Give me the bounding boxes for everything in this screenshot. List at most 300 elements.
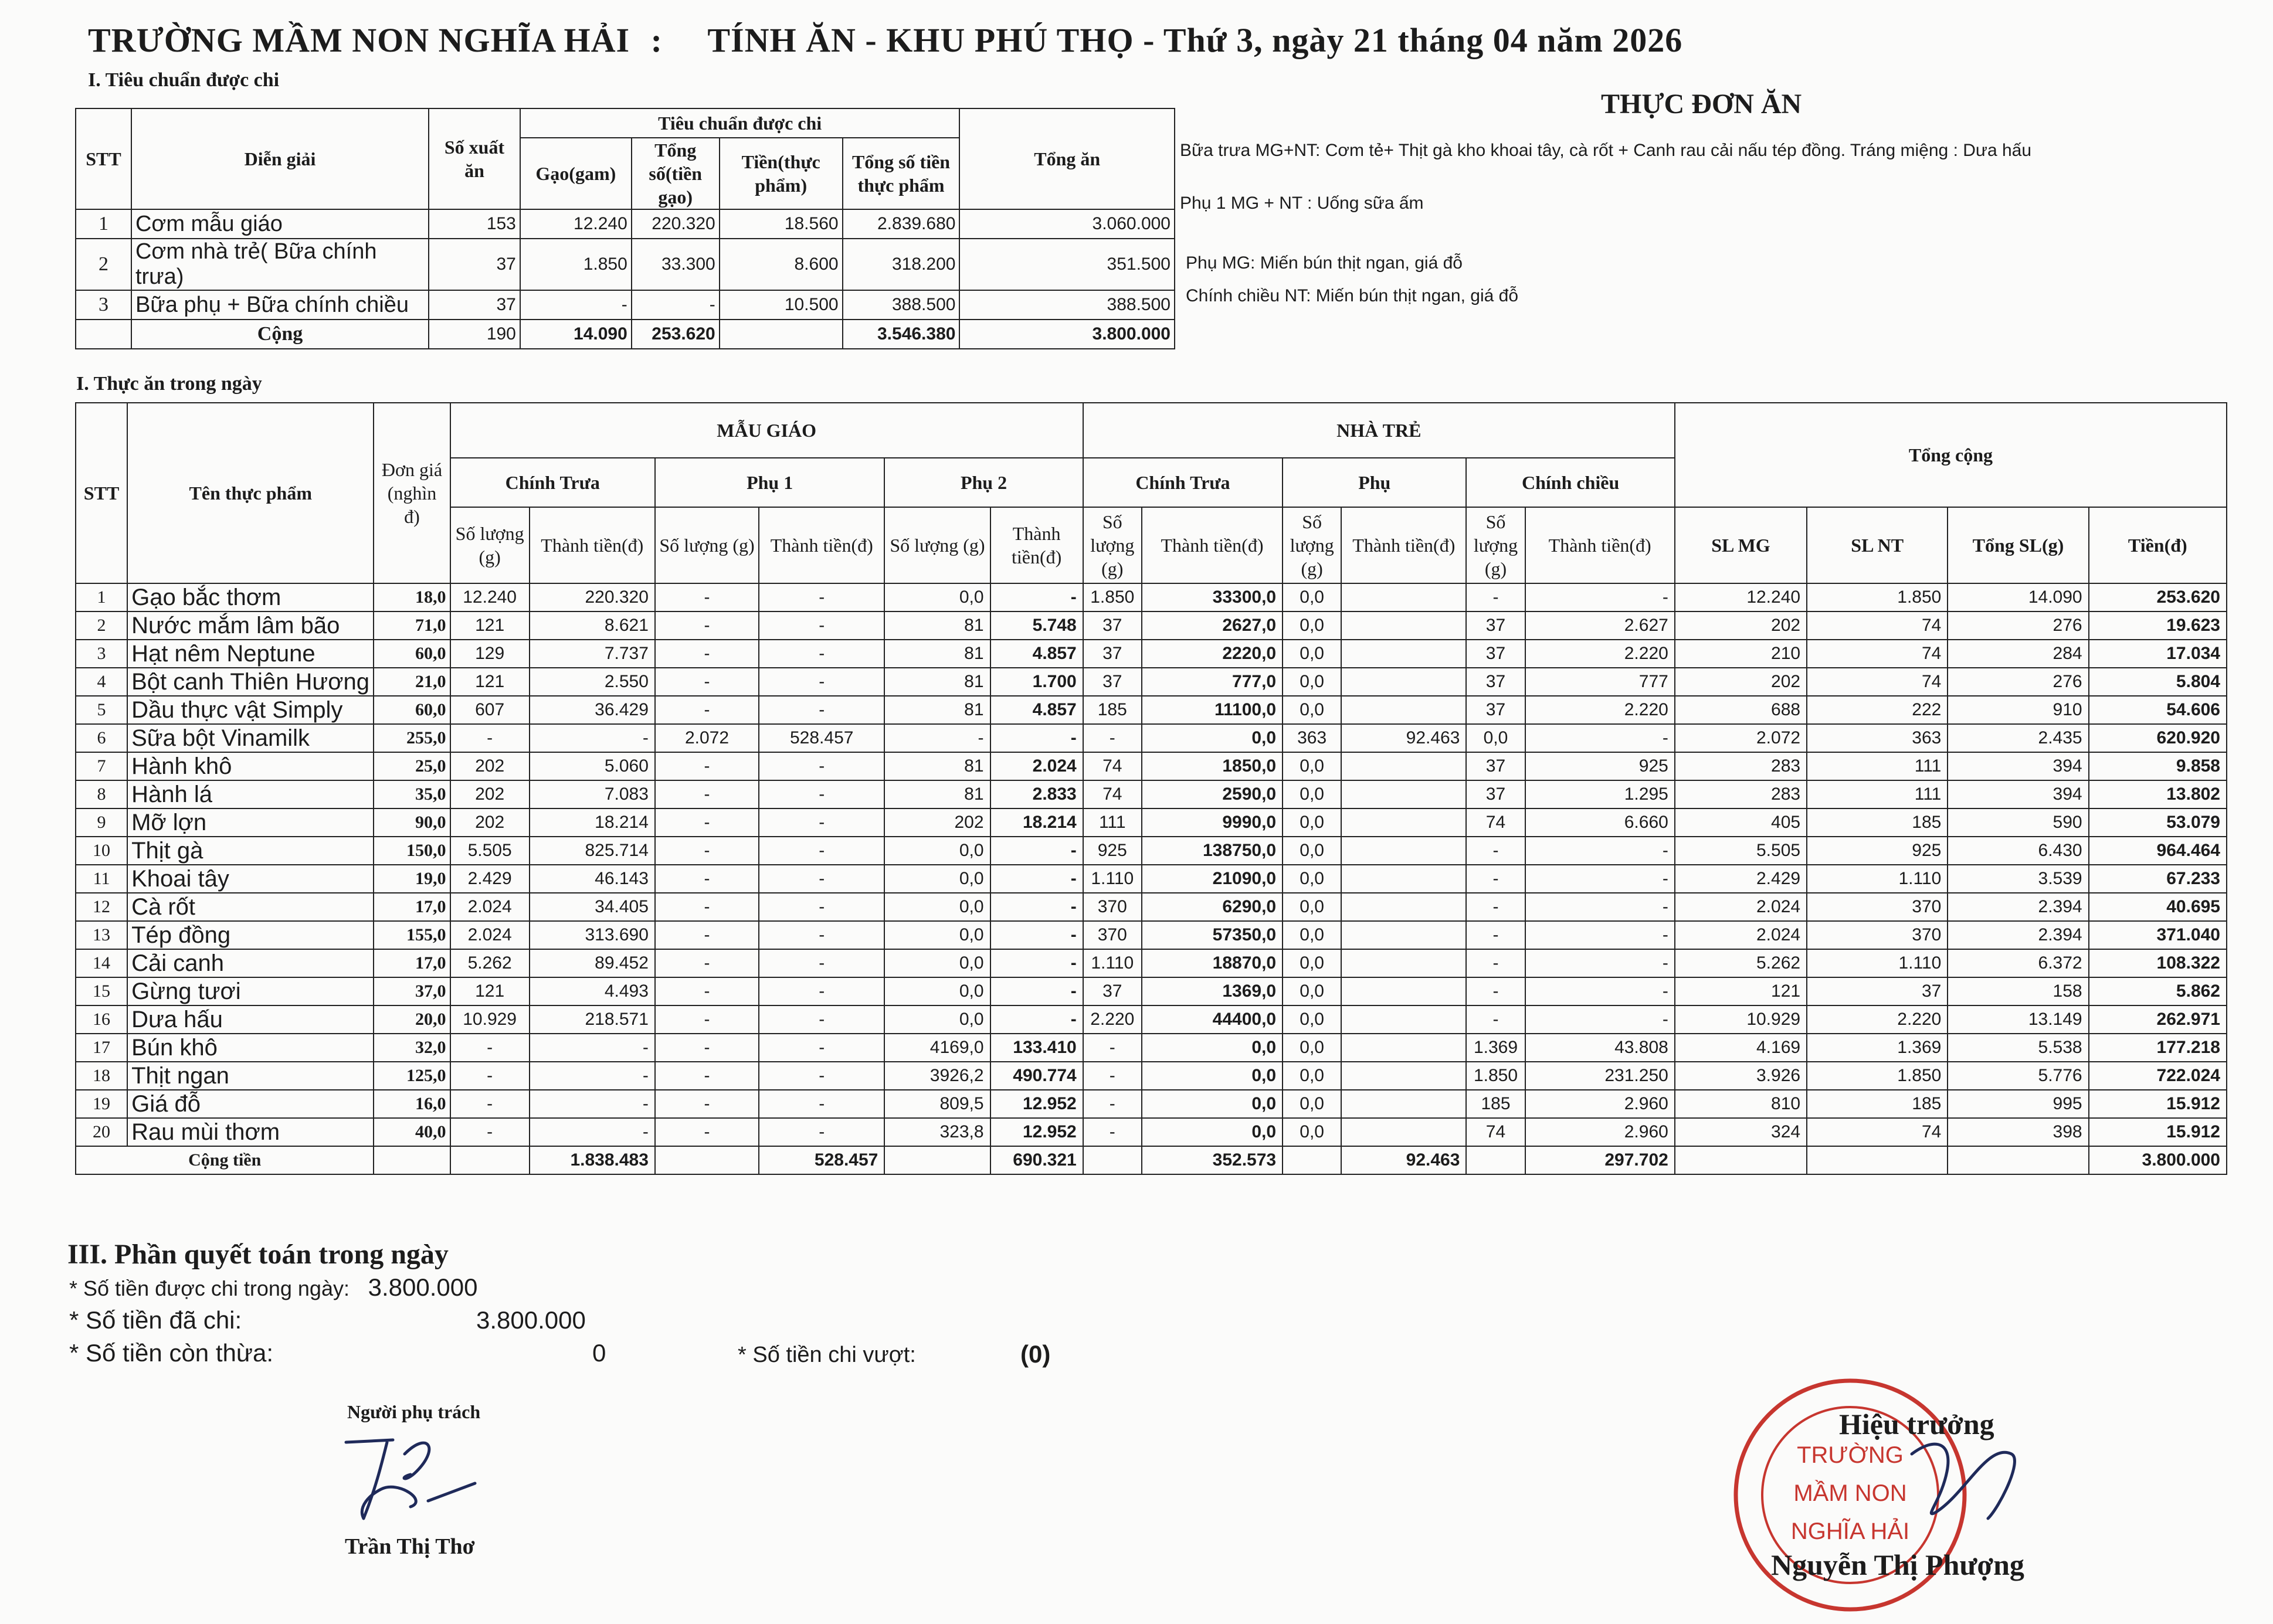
cell-qty: 0,0: [884, 949, 990, 977]
cell-money: -: [759, 977, 884, 1005]
cell-food-name: Cà rốt: [127, 893, 374, 921]
table-header-row: [76, 108, 1175, 138]
menu-line-snack-mg: Phụ MG: Miến bún thịt ngan, giá đỗ: [1186, 253, 1463, 273]
cell-food-name: Hành lá: [127, 780, 374, 808]
cell-qty: 1.850: [1083, 583, 1142, 611]
cell-money: 231.250: [1525, 1062, 1675, 1090]
cell-money: -: [1525, 865, 1675, 893]
spent-value: 3.800.000: [476, 1306, 586, 1334]
cell-money: 220.320: [530, 583, 655, 611]
cell-sl-mg: 2.072: [1675, 724, 1807, 752]
cell-money: -: [1525, 1005, 1675, 1034]
cell-food-total: 318.200: [843, 239, 960, 290]
cell-stt: 6: [76, 724, 127, 752]
cell-sl-nt: 74: [1807, 640, 1948, 668]
cell-qty: -: [1466, 837, 1525, 865]
col-money: Thành tiền(đ): [1142, 507, 1283, 583]
cell-money: 777,0: [1142, 668, 1283, 696]
cell-qty: 1.850: [1466, 1062, 1525, 1090]
cell-money: [1341, 1005, 1466, 1034]
cell-tien: 67.233: [2089, 865, 2227, 893]
cell-qty: 74: [1466, 808, 1525, 837]
remaining-value: 0: [592, 1339, 606, 1367]
cell-sl-total: 284: [1948, 640, 2088, 668]
cell-qty: -: [1083, 724, 1142, 752]
cell-food-name: Bột canh Thiên Hương: [127, 668, 374, 696]
right-signer-name: Nguyễn Thị Phượng: [1771, 1548, 2024, 1581]
cell-sl-nt: 370: [1807, 921, 1948, 949]
sum-food-total: 3.546.380: [843, 320, 960, 349]
cell-qty: 0,0: [884, 921, 990, 949]
cell-unit-price: 35,0: [374, 780, 450, 808]
cell-qty: -: [1083, 1118, 1142, 1146]
table-row: [76, 640, 2227, 668]
cell-qty: 129: [450, 640, 530, 668]
cell-food-name: Hạt nêm Neptune: [127, 640, 374, 668]
cell-sl-total: 5.776: [1948, 1062, 2088, 1090]
sum-rice: 14.090: [520, 320, 632, 349]
cell-money: [1341, 752, 1466, 780]
cell-money: -: [1525, 837, 1675, 865]
right-signer-title: Hiệu trưởng: [1839, 1408, 1994, 1440]
cell-qty: 74: [1466, 1118, 1525, 1146]
cell-sl-nt: 185: [1807, 808, 1948, 837]
cell-unit-price: 19,0: [374, 865, 450, 893]
cell-tien: 108.322: [2089, 949, 2227, 977]
sum-mg-ct: 1.838.483: [530, 1146, 655, 1174]
cell-qty: -: [655, 780, 759, 808]
cell-money: 6.660: [1525, 808, 1675, 837]
cell-money: -: [990, 921, 1083, 949]
cell-qty: 12.240: [450, 583, 530, 611]
cell-sl-nt: 1.110: [1807, 949, 1948, 977]
cell-sl-total: 910: [1948, 696, 2088, 724]
cell-qty: 185: [1083, 696, 1142, 724]
col-rice-total: Tổng số(tiền gạo): [632, 138, 720, 209]
cell-unit-price: 90,0: [374, 808, 450, 837]
cell-unit-price: 20,0: [374, 1005, 450, 1034]
cell-sl-mg: 5.505: [1675, 837, 1807, 865]
cell-tien: 13.802: [2089, 780, 2227, 808]
col-stt: STT: [76, 108, 131, 209]
cell-stt: 13: [76, 921, 127, 949]
cell-qty: 202: [450, 780, 530, 808]
col-group-nt: NHÀ TRẺ: [1083, 403, 1675, 458]
cell-qty: 37: [1083, 640, 1142, 668]
col-food-total: Tổng số tiền thực phẩm: [843, 138, 960, 209]
sum-total: 3.800.000: [959, 320, 1175, 349]
cell-qty: 0,0: [1283, 921, 1341, 949]
cell-stt: 15: [76, 977, 127, 1005]
allowed-amount: [69, 1273, 478, 1302]
cell-food-name: Nước mắm lâm bão: [127, 611, 374, 640]
cell-food-name: Sữa bột Vinamilk: [127, 724, 374, 752]
cell-unit-price: 155,0: [374, 921, 450, 949]
cell-sl-mg: 810: [1675, 1090, 1807, 1118]
cell-sl-total: 995: [1948, 1090, 2088, 1118]
cell-tien: 9.858: [2089, 752, 2227, 780]
cell-qty: 10.929: [450, 1005, 530, 1034]
cell-food-name: Mỡ lợn: [127, 808, 374, 837]
cell-sl-total: 276: [1948, 668, 2088, 696]
col-food-name: Tên thực phẩm: [127, 403, 374, 583]
col-sl-total: Tổng SL(g): [1948, 507, 2088, 583]
cell-sl-mg: 4.169: [1675, 1034, 1807, 1062]
cell-money: 11100,0: [1142, 696, 1283, 724]
cell-sl-mg: 12.240: [1675, 583, 1807, 611]
cell-rice-total: 220.320: [632, 209, 720, 239]
cell-qty: 5.505: [450, 837, 530, 865]
cell-qty: 81: [884, 611, 990, 640]
cell-qty: 0,0: [1283, 780, 1341, 808]
cell-stt: 20: [76, 1118, 127, 1146]
school-name: TRƯỜNG MẦM NON NGHĨA HẢI: [88, 21, 630, 59]
cell-qty: 370: [1083, 893, 1142, 921]
cell-food-name: Hành khô: [127, 752, 374, 780]
col-nt-chinh-chieu: Chính chiều: [1466, 458, 1674, 507]
sum-nt-p: 92.463: [1341, 1146, 1466, 1174]
cell-unit-price: 60,0: [374, 640, 450, 668]
cell-money: [1341, 640, 1466, 668]
cell-tien: 5.862: [2089, 977, 2227, 1005]
cell-sl-total: 394: [1948, 780, 2088, 808]
cell-tien: 15.912: [2089, 1090, 2227, 1118]
cell-qty: 0,0: [884, 1005, 990, 1034]
cell-food-name: Khoai tây: [127, 865, 374, 893]
cell-money: 2.220: [1525, 696, 1675, 724]
cell-sl-nt: 74: [1807, 1118, 1948, 1146]
cell-qty: 121: [450, 611, 530, 640]
table-row: [76, 752, 2227, 780]
cell-money: 9990,0: [1142, 808, 1283, 837]
cell-qty: -: [655, 668, 759, 696]
cell-qty: -: [1466, 865, 1525, 893]
cell-qty: 809,5: [884, 1090, 990, 1118]
cell-qty: 2.024: [450, 893, 530, 921]
cell-sl-total: 276: [1948, 611, 2088, 640]
table-row: [76, 977, 2227, 1005]
cell-food-money: 18.560: [720, 209, 843, 239]
cell-sl-total: 14.090: [1948, 583, 2088, 611]
cell-qty: 0,0: [1283, 696, 1341, 724]
cell-sl-mg: 3.926: [1675, 1062, 1807, 1090]
cell-money: -: [990, 583, 1083, 611]
cell-qty: 0,0: [1283, 977, 1341, 1005]
cell-food-name: Dầu thực vật Simply: [127, 696, 374, 724]
cell-food-name: Bún khô: [127, 1034, 374, 1062]
cell-money: -: [759, 1118, 884, 1146]
cell-qty: 0,0: [1283, 865, 1341, 893]
cell-sl-total: 158: [1948, 977, 2088, 1005]
cell-money: 825.714: [530, 837, 655, 865]
cell-qty: 37: [1083, 977, 1142, 1005]
cell-money: -: [759, 893, 884, 921]
cell-money: [1341, 865, 1466, 893]
cell-food-name: Rau mùi thơm: [127, 1118, 374, 1146]
cell-sl-total: 2.394: [1948, 893, 2088, 921]
cell-qty: 81: [884, 780, 990, 808]
sum-portions: 190: [429, 320, 520, 349]
col-total: Tổng ăn: [959, 108, 1175, 209]
cell-money: 4.493: [530, 977, 655, 1005]
daily-food-table: [75, 402, 2227, 1175]
cell-qty: 2.072: [655, 724, 759, 752]
cell-money: -: [759, 837, 884, 865]
table-row: [76, 209, 1175, 239]
left-signer-name: Trần Thị Thơ: [345, 1534, 475, 1559]
table-row: [76, 611, 2227, 640]
stamp-line-1: TRƯỜNG: [1797, 1442, 1904, 1468]
cell-stt: 3: [76, 290, 131, 320]
cell-money: 490.774: [990, 1062, 1083, 1090]
cell-qty: 0,0: [884, 893, 990, 921]
menu-line-afternoon-nt: Chính chiều NT: Miến bún thịt ngan, giá đỗ: [1186, 286, 1519, 305]
cell-money: -: [530, 1062, 655, 1090]
cell-unit-price: 21,0: [374, 668, 450, 696]
cell-sl-nt: 1.110: [1807, 865, 1948, 893]
cell-qty: -: [1466, 949, 1525, 977]
cell-qty: 0,0: [1283, 1118, 1341, 1146]
cell-qty: 0,0: [1283, 837, 1341, 865]
table-row: [76, 239, 1175, 290]
sum-label: Cộng: [131, 320, 429, 349]
cell-stt: 19: [76, 1090, 127, 1118]
cell-qty: 0,0: [884, 583, 990, 611]
col-money: Thành tiền(đ): [530, 507, 655, 583]
cell-sl-nt: 185: [1807, 1090, 1948, 1118]
cell-money: 89.452: [530, 949, 655, 977]
cell-qty: 0,0: [1283, 893, 1341, 921]
cell-portions: 153: [429, 209, 520, 239]
cell-money: 2.024: [990, 752, 1083, 780]
cell-money: [1341, 696, 1466, 724]
sum-nt-cc: 297.702: [1525, 1146, 1675, 1174]
cell-qty: 81: [884, 696, 990, 724]
cell-money: -: [759, 1005, 884, 1034]
left-signature-scribble: [340, 1419, 493, 1536]
cell-money: -: [759, 921, 884, 949]
table-row: [76, 1062, 2227, 1090]
cell-money: -: [530, 1090, 655, 1118]
cell-qty: 0,0: [1466, 724, 1525, 752]
cell-money: -: [530, 1034, 655, 1062]
cell-sl-total: 6.372: [1948, 949, 2088, 977]
cell-qty: -: [655, 1118, 759, 1146]
cell-qty: -: [655, 583, 759, 611]
cell-tien: 964.464: [2089, 837, 2227, 865]
menu-line-lunch: Bữa trưa MG+NT: Cơm tẻ+ Thịt gà kho khoai tây, cà rốt + Canh rau cải nấu tép đồng. Tráng miệng : Dưa hấu: [1180, 141, 2032, 160]
cell-rice: -: [520, 290, 632, 320]
sum-row: [76, 320, 1175, 349]
cell-money: 2.960: [1525, 1090, 1675, 1118]
section2-title: I. Thực ăn trong ngày: [76, 373, 262, 395]
cell-money: 1.295: [1525, 780, 1675, 808]
cell-qty: 0,0: [1283, 668, 1341, 696]
sum-mg-p1: 528.457: [759, 1146, 884, 1174]
cell-money: 36.429: [530, 696, 655, 724]
cell-money: 0,0: [1142, 724, 1283, 752]
cell-sl-nt: 74: [1807, 668, 1948, 696]
cell-qty: -: [884, 724, 990, 752]
cell-qty: 81: [884, 668, 990, 696]
cell-stt: 2: [76, 611, 127, 640]
cell-qty: -: [1083, 1062, 1142, 1090]
cell-money: [1341, 808, 1466, 837]
cell-unit-price: 17,0: [374, 893, 450, 921]
cell-sl-mg: 210: [1675, 640, 1807, 668]
standard-cost-table: [75, 108, 1175, 349]
cell-money: 313.690: [530, 921, 655, 949]
cell-rice-total: 33.300: [632, 239, 720, 290]
spent-label: * Số tiền đã chi:: [69, 1306, 242, 1334]
table-row: [76, 865, 2227, 893]
cell-money: 138750,0: [1142, 837, 1283, 865]
cell-money: [1341, 1118, 1466, 1146]
cell-sl-nt: 370: [1807, 893, 1948, 921]
cell-food-name: Tép đồng: [127, 921, 374, 949]
cell-qty: -: [450, 1034, 530, 1062]
cell-qty: -: [450, 724, 530, 752]
cell-money: [1341, 837, 1466, 865]
cell-sl-mg: 202: [1675, 611, 1807, 640]
cell-money: -: [1525, 583, 1675, 611]
cell-money: 33300,0: [1142, 583, 1283, 611]
cell-food-total: 2.839.680: [843, 209, 960, 239]
cell-money: -: [759, 949, 884, 977]
col-nt-phu: Phụ: [1283, 458, 1466, 507]
cell-rice-total: -: [632, 290, 720, 320]
cell-qty: 37: [1083, 668, 1142, 696]
cell-qty: -: [1466, 893, 1525, 921]
cell-money: 18870,0: [1142, 949, 1283, 977]
cell-money: 21090,0: [1142, 865, 1283, 893]
cell-sl-mg: 121: [1675, 977, 1807, 1005]
table-row: [76, 668, 2227, 696]
cell-money: 777: [1525, 668, 1675, 696]
stamp-line-3: NGHĨA HẢI: [1790, 1518, 1910, 1544]
cell-tien: 722.024: [2089, 1062, 2227, 1090]
cell-qty: 0,0: [1283, 583, 1341, 611]
left-signer-title: Người phụ trách: [347, 1401, 481, 1422]
table-row: [76, 290, 1175, 320]
cell-food-money: 8.600: [720, 239, 843, 290]
cell-money: 34.405: [530, 893, 655, 921]
table-row: [76, 696, 2227, 724]
cell-money: 12.952: [990, 1090, 1083, 1118]
cell-qty: 74: [1083, 780, 1142, 808]
col-money: Thành tiền(đ): [990, 507, 1083, 583]
cell-qty: -: [655, 977, 759, 1005]
cell-money: -: [759, 752, 884, 780]
cell-qty: 37: [1466, 752, 1525, 780]
cell-stt: 1: [76, 583, 127, 611]
cell-money: -: [759, 1090, 884, 1118]
cell-unit-price: 37,0: [374, 977, 450, 1005]
cell-money: -: [990, 1005, 1083, 1034]
heading-separator: :: [650, 21, 663, 59]
cell-money: 925: [1525, 752, 1675, 780]
cell-money: -: [1525, 921, 1675, 949]
cell-sl-mg: 2.429: [1675, 865, 1807, 893]
menu-title: THỰC ĐƠN ĂN: [1601, 89, 1802, 120]
cell-desc: Cơm mẫu giáo: [131, 209, 429, 239]
cell-sl-nt: 37: [1807, 977, 1948, 1005]
cell-money: -: [759, 583, 884, 611]
cell-qty: 1.369: [1466, 1034, 1525, 1062]
cell-money: 1850,0: [1142, 752, 1283, 780]
cell-qty: 3926,2: [884, 1062, 990, 1090]
cell-total: 351.500: [959, 239, 1175, 290]
cell-total: 388.500: [959, 290, 1175, 320]
sum-row: [76, 1146, 2227, 1174]
cell-qty: -: [450, 1118, 530, 1146]
col-qty: Số lượng (g): [884, 507, 990, 583]
cell-sl-nt: 363: [1807, 724, 1948, 752]
section3-title: III. Phần quyết toán trong ngày: [67, 1239, 449, 1270]
cell-money: -: [759, 611, 884, 640]
cell-qty: -: [1083, 1090, 1142, 1118]
table-row: [76, 808, 2227, 837]
cell-tien: 15.912: [2089, 1118, 2227, 1146]
cell-money: 18.214: [990, 808, 1083, 837]
cell-stt: 4: [76, 668, 127, 696]
col-qty: Số lượng (g): [1283, 507, 1341, 583]
cell-qty: -: [655, 837, 759, 865]
table-header-row: [76, 403, 2227, 458]
col-mg-phu2: Phụ 2: [884, 458, 1083, 507]
cell-money: [1341, 583, 1466, 611]
cell-qty: -: [655, 752, 759, 780]
cell-qty: 37: [1466, 640, 1525, 668]
cell-food-name: Gạo bắc thơm: [127, 583, 374, 611]
cell-unit-price: 16,0: [374, 1090, 450, 1118]
cell-stt: 14: [76, 949, 127, 977]
cell-sl-nt: 111: [1807, 752, 1948, 780]
cell-qty: -: [655, 1034, 759, 1062]
cell-money: -: [1525, 977, 1675, 1005]
cell-unit-price: 150,0: [374, 837, 450, 865]
cell-money: 92.463: [1341, 724, 1466, 752]
cell-sl-nt: 2.220: [1807, 1005, 1948, 1034]
cell-qty: -: [655, 696, 759, 724]
cell-tien: 262.971: [2089, 1005, 2227, 1034]
cell-tien: 253.620: [2089, 583, 2227, 611]
table-row: [76, 583, 2227, 611]
cell-sl-nt: 1.369: [1807, 1034, 1948, 1062]
cell-money: -: [530, 724, 655, 752]
col-tien: Tiền(đ): [2089, 507, 2227, 583]
cell-tien: 19.623: [2089, 611, 2227, 640]
cell-food-total: 388.500: [843, 290, 960, 320]
cell-money: -: [990, 949, 1083, 977]
cell-money: -: [530, 1118, 655, 1146]
cell-sl-nt: 111: [1807, 780, 1948, 808]
cell-money: [1341, 668, 1466, 696]
cell-money: 218.571: [530, 1005, 655, 1034]
cell-unit-price: 25,0: [374, 752, 450, 780]
cell-qty: -: [655, 1090, 759, 1118]
sum-label: Cộng tiền: [76, 1146, 374, 1174]
cell-sl-mg: 5.262: [1675, 949, 1807, 977]
cell-qty: 363: [1283, 724, 1341, 752]
cell-qty: -: [655, 808, 759, 837]
cell-qty: 0,0: [1283, 808, 1341, 837]
cell-stt: 12: [76, 893, 127, 921]
cell-stt: 2: [76, 239, 131, 290]
cell-money: 4.857: [990, 640, 1083, 668]
sum-food-money: [720, 320, 843, 349]
cell-qty: 0,0: [1283, 752, 1341, 780]
